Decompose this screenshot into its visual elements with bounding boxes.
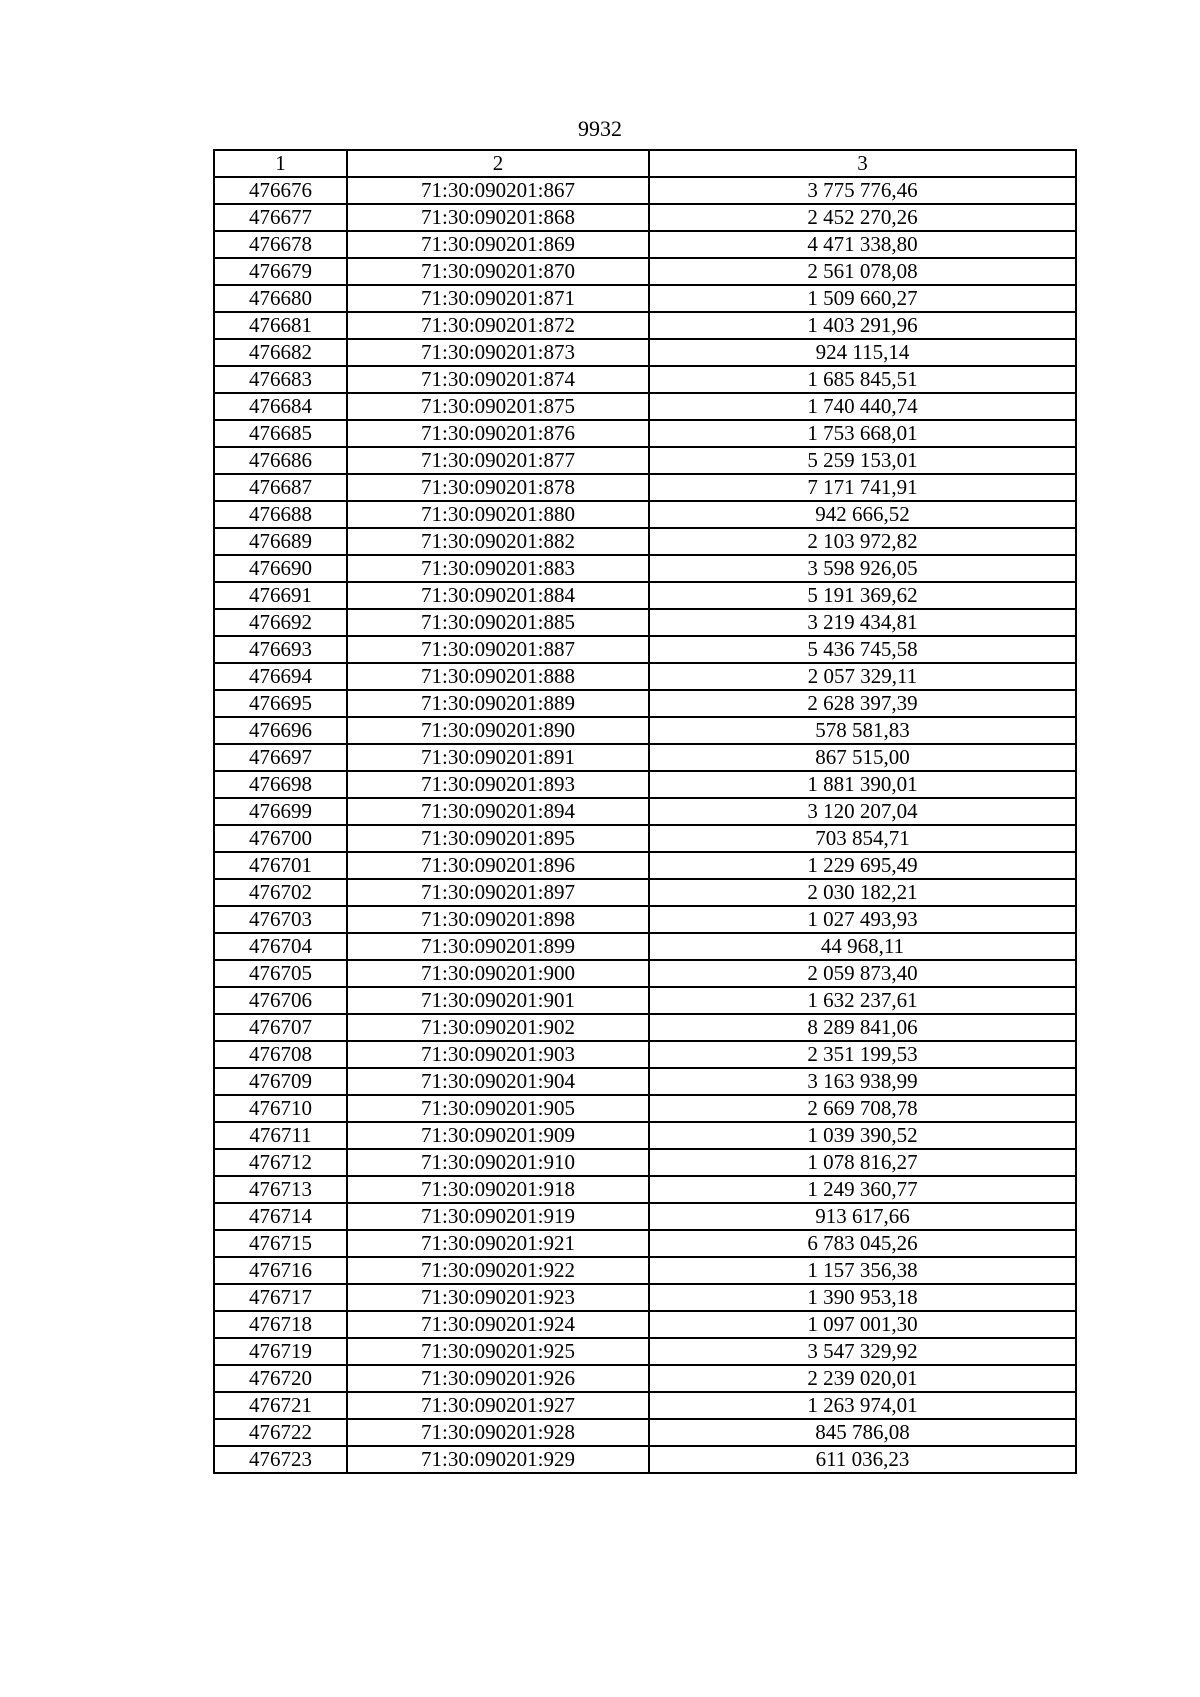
value-cell: 2 059 873,40 xyxy=(649,960,1076,987)
cadastral-number-cell: 71:30:090201:897 xyxy=(347,879,649,906)
cadastral-number-cell: 71:30:090201:876 xyxy=(347,420,649,447)
cadastral-number-cell: 71:30:090201:895 xyxy=(347,825,649,852)
value-cell: 1 509 660,27 xyxy=(649,285,1076,312)
cadastral-number-cell: 71:30:090201:922 xyxy=(347,1257,649,1284)
cadastral-number-cell: 71:30:090201:884 xyxy=(347,582,649,609)
value-cell: 1 263 974,01 xyxy=(649,1392,1076,1419)
value-cell: 1 685 845,51 xyxy=(649,366,1076,393)
row-number-cell: 476693 xyxy=(214,636,347,663)
value-cell: 1 097 001,30 xyxy=(649,1311,1076,1338)
table-row xyxy=(214,1095,1076,1122)
row-number-cell: 476704 xyxy=(214,933,347,960)
value-cell: 1 390 953,18 xyxy=(649,1284,1076,1311)
row-number-cell: 476679 xyxy=(214,258,347,285)
row-number-cell: 476707 xyxy=(214,1014,347,1041)
table-row xyxy=(214,1203,1076,1230)
cadastral-number-cell: 71:30:090201:880 xyxy=(347,501,649,528)
table-row xyxy=(214,852,1076,879)
table-row xyxy=(214,204,1076,231)
table-row xyxy=(214,1176,1076,1203)
table-row xyxy=(214,528,1076,555)
value-cell: 7 171 741,91 xyxy=(649,474,1076,501)
table-row xyxy=(214,501,1076,528)
cadastral-number-cell: 71:30:090201:904 xyxy=(347,1068,649,1095)
row-number-cell: 476676 xyxy=(214,177,347,204)
row-number-cell: 476712 xyxy=(214,1149,347,1176)
table-row xyxy=(214,474,1076,501)
value-cell: 2 351 199,53 xyxy=(649,1041,1076,1068)
value-cell: 845 786,08 xyxy=(649,1419,1076,1446)
row-number-cell: 476688 xyxy=(214,501,347,528)
value-cell: 3 598 926,05 xyxy=(649,555,1076,582)
table-row xyxy=(214,1419,1076,1446)
cadastral-number-cell: 71:30:090201:923 xyxy=(347,1284,649,1311)
cadastral-number-cell: 71:30:090201:891 xyxy=(347,744,649,771)
value-cell: 867 515,00 xyxy=(649,744,1076,771)
table-row xyxy=(214,906,1076,933)
row-number-cell: 476698 xyxy=(214,771,347,798)
value-cell: 1 753 668,01 xyxy=(649,420,1076,447)
cadastral-number-cell: 71:30:090201:882 xyxy=(347,528,649,555)
table-row xyxy=(214,177,1076,204)
cadastral-number-cell: 71:30:090201:877 xyxy=(347,447,649,474)
cadastral-number-cell: 71:30:090201:903 xyxy=(347,1041,649,1068)
cadastral-number-cell: 71:30:090201:878 xyxy=(347,474,649,501)
cadastral-number-cell: 71:30:090201:926 xyxy=(347,1365,649,1392)
value-cell: 5 191 369,62 xyxy=(649,582,1076,609)
table-row xyxy=(214,1149,1076,1176)
table-row xyxy=(214,1284,1076,1311)
row-number-cell: 476677 xyxy=(214,204,347,231)
table-row xyxy=(214,1068,1076,1095)
page-number: 9932 xyxy=(578,116,622,141)
cadastral-number-cell: 71:30:090201:867 xyxy=(347,177,649,204)
table-row xyxy=(214,960,1076,987)
table-row xyxy=(214,1446,1076,1473)
value-cell: 5 259 153,01 xyxy=(649,447,1076,474)
value-cell: 2 628 397,39 xyxy=(649,690,1076,717)
cadastral-number-cell: 71:30:090201:910 xyxy=(347,1149,649,1176)
value-cell: 3 219 434,81 xyxy=(649,609,1076,636)
value-cell: 8 289 841,06 xyxy=(649,1014,1076,1041)
cadastral-number-cell: 71:30:090201:928 xyxy=(347,1419,649,1446)
table-row xyxy=(214,1392,1076,1419)
row-number-cell: 476711 xyxy=(214,1122,347,1149)
data-table xyxy=(213,149,1077,1474)
table-row xyxy=(214,312,1076,339)
cadastral-number-cell: 71:30:090201:887 xyxy=(347,636,649,663)
cadastral-number-cell: 71:30:090201:901 xyxy=(347,987,649,1014)
row-number-cell: 476696 xyxy=(214,717,347,744)
row-number-cell: 476687 xyxy=(214,474,347,501)
table-row xyxy=(214,933,1076,960)
table-row xyxy=(214,258,1076,285)
row-number-cell: 476715 xyxy=(214,1230,347,1257)
row-number-cell: 476720 xyxy=(214,1365,347,1392)
table-row xyxy=(214,636,1076,663)
table-row xyxy=(214,1338,1076,1365)
row-number-cell: 476703 xyxy=(214,906,347,933)
table-header xyxy=(214,150,1076,177)
value-cell: 2 669 708,78 xyxy=(649,1095,1076,1122)
value-cell: 2 561 078,08 xyxy=(649,258,1076,285)
cadastral-number-cell: 71:30:090201:883 xyxy=(347,555,649,582)
cadastral-number-cell: 71:30:090201:893 xyxy=(347,771,649,798)
row-number-cell: 476722 xyxy=(214,1419,347,1446)
row-number-cell: 476723 xyxy=(214,1446,347,1473)
value-cell: 3 775 776,46 xyxy=(649,177,1076,204)
value-cell: 1 249 360,77 xyxy=(649,1176,1076,1203)
column-header-3: 3 xyxy=(649,150,1076,177)
cadastral-number-cell: 71:30:090201:898 xyxy=(347,906,649,933)
row-number-cell: 476705 xyxy=(214,960,347,987)
table-row xyxy=(214,798,1076,825)
table-row xyxy=(214,744,1076,771)
cadastral-number-cell: 71:30:090201:929 xyxy=(347,1446,649,1473)
header-row xyxy=(214,150,1076,177)
row-number-cell: 476691 xyxy=(214,582,347,609)
row-number-cell: 476706 xyxy=(214,987,347,1014)
row-number-cell: 476717 xyxy=(214,1284,347,1311)
row-number-cell: 476699 xyxy=(214,798,347,825)
value-cell: 578 581,83 xyxy=(649,717,1076,744)
cadastral-number-cell: 71:30:090201:919 xyxy=(347,1203,649,1230)
value-cell: 611 036,23 xyxy=(649,1446,1076,1473)
row-number-cell: 476710 xyxy=(214,1095,347,1122)
value-cell: 2 057 329,11 xyxy=(649,663,1076,690)
row-number-cell: 476714 xyxy=(214,1203,347,1230)
table-row xyxy=(214,663,1076,690)
value-cell: 2 239 020,01 xyxy=(649,1365,1076,1392)
cadastral-number-cell: 71:30:090201:885 xyxy=(347,609,649,636)
value-cell: 3 120 207,04 xyxy=(649,798,1076,825)
row-number-cell: 476721 xyxy=(214,1392,347,1419)
cadastral-number-cell: 71:30:090201:869 xyxy=(347,231,649,258)
table-row xyxy=(214,1041,1076,1068)
row-number-cell: 476678 xyxy=(214,231,347,258)
value-cell: 6 783 045,26 xyxy=(649,1230,1076,1257)
table-row xyxy=(214,1230,1076,1257)
column-header-2: 2 xyxy=(347,150,649,177)
row-number-cell: 476708 xyxy=(214,1041,347,1068)
value-cell: 942 666,52 xyxy=(649,501,1076,528)
value-cell: 1 078 816,27 xyxy=(649,1149,1076,1176)
row-number-cell: 476695 xyxy=(214,690,347,717)
column-header-1: 1 xyxy=(214,150,347,177)
cadastral-number-cell: 71:30:090201:888 xyxy=(347,663,649,690)
table-row xyxy=(214,771,1076,798)
table-row xyxy=(214,1014,1076,1041)
value-cell: 1 027 493,93 xyxy=(649,906,1076,933)
table-row xyxy=(214,420,1076,447)
cadastral-number-cell: 71:30:090201:918 xyxy=(347,1176,649,1203)
value-cell: 2 452 270,26 xyxy=(649,204,1076,231)
value-cell: 44 968,11 xyxy=(649,933,1076,960)
value-cell: 1 881 390,01 xyxy=(649,771,1076,798)
row-number-cell: 476686 xyxy=(214,447,347,474)
table-row xyxy=(214,717,1076,744)
table-row xyxy=(214,285,1076,312)
cadastral-number-cell: 71:30:090201:889 xyxy=(347,690,649,717)
cadastral-number-cell: 71:30:090201:890 xyxy=(347,717,649,744)
table-row xyxy=(214,447,1076,474)
table-row xyxy=(214,825,1076,852)
value-cell: 2 103 972,82 xyxy=(649,528,1076,555)
cadastral-number-cell: 71:30:090201:874 xyxy=(347,366,649,393)
value-cell: 1 403 291,96 xyxy=(649,312,1076,339)
row-number-cell: 476719 xyxy=(214,1338,347,1365)
cadastral-number-cell: 71:30:090201:873 xyxy=(347,339,649,366)
cadastral-number-cell: 71:30:090201:870 xyxy=(347,258,649,285)
row-number-cell: 476700 xyxy=(214,825,347,852)
table-row xyxy=(214,393,1076,420)
cadastral-number-cell: 71:30:090201:899 xyxy=(347,933,649,960)
row-number-cell: 476689 xyxy=(214,528,347,555)
table-row xyxy=(214,1122,1076,1149)
cadastral-number-cell: 71:30:090201:925 xyxy=(347,1338,649,1365)
cadastral-number-cell: 71:30:090201:927 xyxy=(347,1392,649,1419)
value-cell: 703 854,71 xyxy=(649,825,1076,852)
table-row xyxy=(214,609,1076,636)
row-number-cell: 476683 xyxy=(214,366,347,393)
table-row xyxy=(214,879,1076,906)
table-row xyxy=(214,555,1076,582)
value-cell: 2 030 182,21 xyxy=(649,879,1076,906)
cadastral-number-cell: 71:30:090201:905 xyxy=(347,1095,649,1122)
row-number-cell: 476716 xyxy=(214,1257,347,1284)
table-row xyxy=(214,1257,1076,1284)
row-number-cell: 476681 xyxy=(214,312,347,339)
row-number-cell: 476702 xyxy=(214,879,347,906)
cadastral-number-cell: 71:30:090201:921 xyxy=(347,1230,649,1257)
row-number-cell: 476718 xyxy=(214,1311,347,1338)
cadastral-number-cell: 71:30:090201:896 xyxy=(347,852,649,879)
row-number-cell: 476680 xyxy=(214,285,347,312)
table-row xyxy=(214,231,1076,258)
value-cell: 1 632 237,61 xyxy=(649,987,1076,1014)
cadastral-number-cell: 71:30:090201:868 xyxy=(347,204,649,231)
row-number-cell: 476694 xyxy=(214,663,347,690)
table-row xyxy=(214,1311,1076,1338)
value-cell: 924 115,14 xyxy=(649,339,1076,366)
cadastral-number-cell: 71:30:090201:902 xyxy=(347,1014,649,1041)
row-number-cell: 476684 xyxy=(214,393,347,420)
row-number-cell: 476701 xyxy=(214,852,347,879)
row-number-cell: 476697 xyxy=(214,744,347,771)
value-cell: 5 436 745,58 xyxy=(649,636,1076,663)
value-cell: 4 471 338,80 xyxy=(649,231,1076,258)
row-number-cell: 476713 xyxy=(214,1176,347,1203)
cadastral-number-cell: 71:30:090201:894 xyxy=(347,798,649,825)
table-row xyxy=(214,690,1076,717)
value-cell: 3 547 329,92 xyxy=(649,1338,1076,1365)
row-number-cell: 476682 xyxy=(214,339,347,366)
value-cell: 1 229 695,49 xyxy=(649,852,1076,879)
table-row xyxy=(214,582,1076,609)
cadastral-number-cell: 71:30:090201:924 xyxy=(347,1311,649,1338)
row-number-cell: 476685 xyxy=(214,420,347,447)
table-body xyxy=(214,177,1076,1473)
cadastral-number-cell: 71:30:090201:900 xyxy=(347,960,649,987)
table-row xyxy=(214,339,1076,366)
cadastral-number-cell: 71:30:090201:909 xyxy=(347,1122,649,1149)
row-number-cell: 476692 xyxy=(214,609,347,636)
table-row xyxy=(214,366,1076,393)
value-cell: 1 740 440,74 xyxy=(649,393,1076,420)
row-number-cell: 476690 xyxy=(214,555,347,582)
table-row xyxy=(214,1365,1076,1392)
cadastral-number-cell: 71:30:090201:872 xyxy=(347,312,649,339)
value-cell: 3 163 938,99 xyxy=(649,1068,1076,1095)
value-cell: 913 617,66 xyxy=(649,1203,1076,1230)
table-row xyxy=(214,987,1076,1014)
row-number-cell: 476709 xyxy=(214,1068,347,1095)
cadastral-number-cell: 71:30:090201:871 xyxy=(347,285,649,312)
cadastral-number-cell: 71:30:090201:875 xyxy=(347,393,649,420)
value-cell: 1 157 356,38 xyxy=(649,1257,1076,1284)
value-cell: 1 039 390,52 xyxy=(649,1122,1076,1149)
